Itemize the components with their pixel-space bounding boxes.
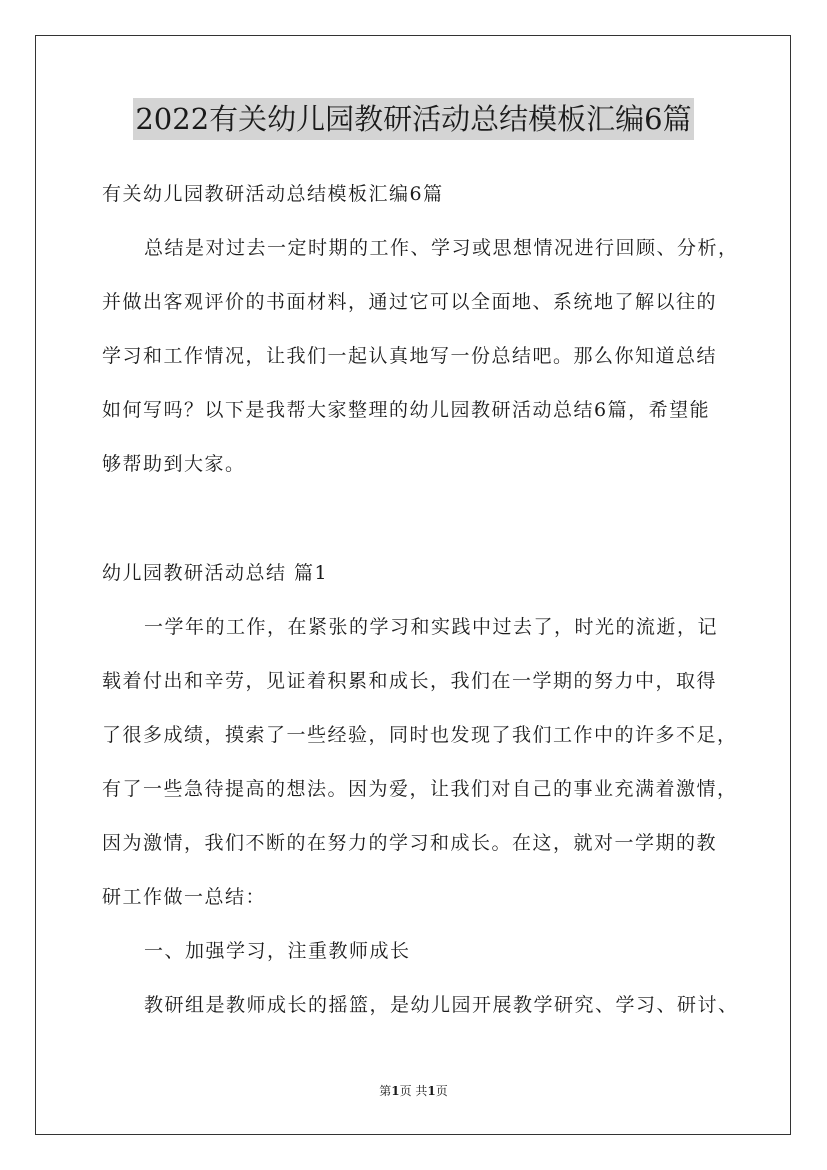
footer-page-total: 1 bbox=[427, 1084, 436, 1098]
section-line: 一学年的工作，在紧张的学习和实践中过去了，时光的流逝，记 bbox=[144, 616, 719, 638]
point-line: 教研组是教师成长的摇篮，是幼儿园开展教学研究、学习、研讨、 bbox=[144, 994, 739, 1016]
section-line: 研工作做一总结： bbox=[102, 886, 267, 908]
footer-page-suffix: 页 bbox=[435, 1084, 448, 1098]
point-heading: 一、加强学习，注重教师成长 bbox=[144, 940, 411, 962]
intro-line: 总结是对过去一定时期的工作、学习或思想情况进行回顾、分析， bbox=[144, 237, 739, 259]
footer-page-prefix: 第 bbox=[379, 1084, 392, 1098]
section-line: 有了一些急待提高的想法。因为爱，让我们对自己的事业充满着激情， bbox=[102, 778, 738, 800]
page-footer bbox=[0, 1082, 827, 1100]
footer-page-current: 1 bbox=[391, 1084, 400, 1098]
section-line: 因为激情，我们不断的在努力的学习和成长。在这，就对一学期的教 bbox=[102, 832, 718, 854]
title-container bbox=[0, 98, 827, 140]
section-line: 了很多成绩，摸索了一些经验，同时也发现了我们工作中的许多不足， bbox=[102, 724, 738, 746]
intro-line: 如何写吗？以下是我帮大家整理的幼儿园教研活动总结6篇，希望能 bbox=[102, 399, 711, 421]
footer-page-mid: 页 共 bbox=[399, 1084, 428, 1098]
intro-line: 学习和工作情况，让我们一起认真地写一份总结吧。那么你知道总结 bbox=[102, 345, 718, 367]
section-heading: 幼儿园教研活动总结 篇1 bbox=[102, 562, 329, 584]
intro-line: 并做出客观评价的书面材料，通过它可以全面地、系统地了解以往的 bbox=[102, 291, 718, 313]
document-title: 2022有关幼儿园教研活动总结模板汇编6篇 bbox=[133, 98, 693, 140]
document-subtitle: 有关幼儿园教研活动总结模板汇编6篇 bbox=[102, 183, 444, 205]
section-line: 载着付出和辛劳，见证着积累和成长，我们在一学期的努力中，取得 bbox=[102, 670, 718, 692]
intro-line: 够帮助到大家。 bbox=[102, 453, 246, 475]
